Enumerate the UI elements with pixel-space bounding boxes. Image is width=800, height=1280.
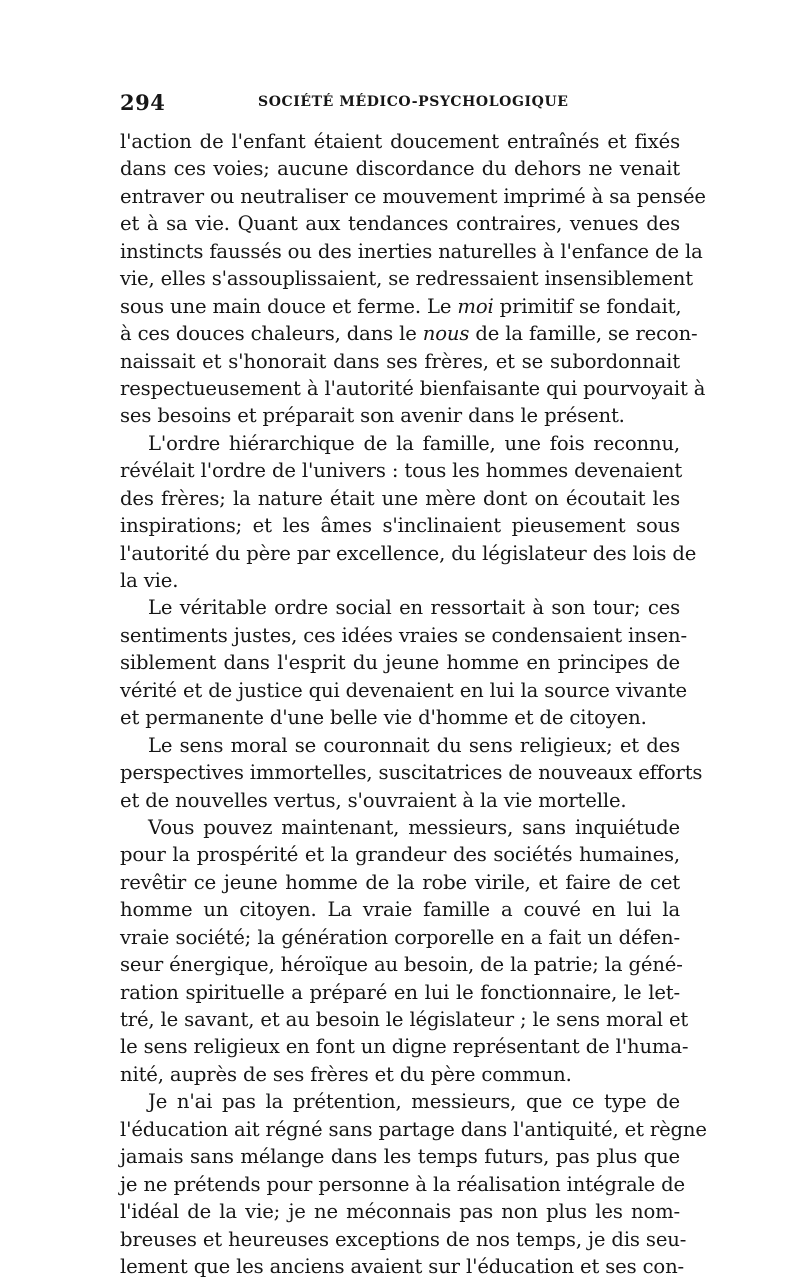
text-line: sentiments justes, ces idées vraies se condensaient insen- bbox=[120, 623, 687, 647]
text-line: la vie. bbox=[120, 569, 179, 592]
text-line: revêtir ce jeune homme de la robe virile, et faire de cet bbox=[120, 870, 680, 894]
running-title: SOCIÉTÉ MÉDICO-PSYCHOLOGIQUE bbox=[258, 94, 569, 110]
text-line: jamais sans mélange dans les temps futurs, pas plus que bbox=[120, 1145, 680, 1169]
text-line: seur énergique, héroïque au besoin, de la patrie; la géné- bbox=[120, 953, 683, 977]
page-number: 294 bbox=[120, 90, 166, 115]
paragraph bbox=[120, 732, 703, 814]
text-line: nité, auprès de ses frères et du père commun. bbox=[120, 1062, 572, 1086]
text-line: je ne prétends pour personne à la réalisation intégrale de bbox=[120, 1172, 685, 1196]
text-line: et permanente d'une belle vie d'homme et de citoyen. bbox=[120, 706, 647, 730]
text-line: l'éducation ait régné sans partage dans l'antiquité, et règne bbox=[120, 1117, 707, 1141]
text-line: naissait et s'honorait dans ses frères, et se subordonnait bbox=[120, 349, 680, 373]
text-line: l'autorité du père par excellence, du législateur des lois de bbox=[120, 541, 697, 565]
text-line: Le véritable ordre social en ressortait à son tour; ces bbox=[148, 596, 680, 620]
text-line: Je n'ai pas la prétention, messieurs, que ce type de bbox=[148, 1090, 680, 1114]
paragraph bbox=[120, 1088, 707, 1280]
paragraph bbox=[120, 430, 697, 595]
text-line: dans ces voies; aucune discordance du dehors ne venait bbox=[120, 157, 680, 181]
text-line: vie, elles s'assouplissaient, se redressaient insensiblement bbox=[120, 267, 693, 291]
text-line: Vous pouvez maintenant, messieurs, sans inquiétude bbox=[148, 815, 680, 839]
running-head bbox=[120, 90, 680, 118]
text-line: le sens religieux en font un digne représentant de l'huma- bbox=[120, 1035, 689, 1059]
text-line: respectueusement à l'autorité bienfaisante qui pourvoyait à bbox=[120, 376, 706, 400]
text-line: et de nouvelles vertus, s'ouvraient à la vie mortelle. bbox=[120, 788, 627, 812]
text-line: l'action de l'enfant étaient doucement entraînés et fixés bbox=[120, 130, 680, 153]
text-line: entraver ou neutraliser ce mouvement imprimé à sa pensée bbox=[120, 184, 706, 208]
text-line: perspectives immortelles, suscitatrices de nouveaux efforts bbox=[120, 761, 703, 785]
text-line: ses besoins et préparait son avenir dans le présent. bbox=[120, 404, 625, 428]
paragraph bbox=[120, 814, 689, 1088]
text-line: siblement dans l'esprit du jeune homme en principes de bbox=[120, 651, 680, 675]
text-line: ration spirituelle a préparé en lui le fonctionnaire, le let- bbox=[120, 980, 680, 1004]
text-line: des frères; la nature était une mère dont on écoutait les bbox=[120, 486, 680, 510]
text-line: vérité et de justice qui devenaient en lui la source vivante bbox=[120, 678, 687, 702]
paragraph bbox=[120, 594, 687, 731]
text-line: instincts faussés ou des inerties naturelles à l'enfance de la bbox=[120, 239, 703, 263]
text-line: révélait l'ordre de l'univers : tous les hommes devenaient bbox=[120, 459, 683, 483]
text-line: vraie société; la génération corporelle en a fait un défen- bbox=[120, 925, 680, 949]
text-line: inspirations; et les âmes s'inclinaient pieusement sous bbox=[120, 514, 680, 538]
text-line: tré, le savant, et au besoin le législateur ; le sens moral et bbox=[120, 1008, 689, 1031]
text-line: breuses et heureuses exceptions de nos temps, je dis seu- bbox=[120, 1227, 687, 1251]
body-text bbox=[120, 128, 707, 1280]
text-line: Le sens moral se couronnait du sens religieux; et des bbox=[148, 733, 680, 757]
text-line: sous une main douce et ferme. Le moi primitif se fondait, bbox=[120, 294, 682, 318]
text-line: L'ordre hiérarchique de la famille, une fois reconnu, bbox=[148, 431, 680, 455]
text-line: lement que les anciens avaient sur l'éducation et ses con- bbox=[120, 1254, 685, 1278]
text-line: à ces douces chaleurs, dans le nous de la famille, se recon- bbox=[120, 322, 698, 346]
paragraph bbox=[120, 128, 706, 430]
text-line: et à sa vie. Quant aux tendances contraires, venues des bbox=[120, 212, 680, 236]
text-line: homme un citoyen. La vraie famille a couvé en lui la bbox=[120, 898, 680, 922]
text-line: l'idéal de la vie; je ne méconnais pas non plus les nom- bbox=[120, 1200, 680, 1224]
text-line: pour la prospérité et la grandeur des sociétés humaines, bbox=[120, 843, 680, 867]
